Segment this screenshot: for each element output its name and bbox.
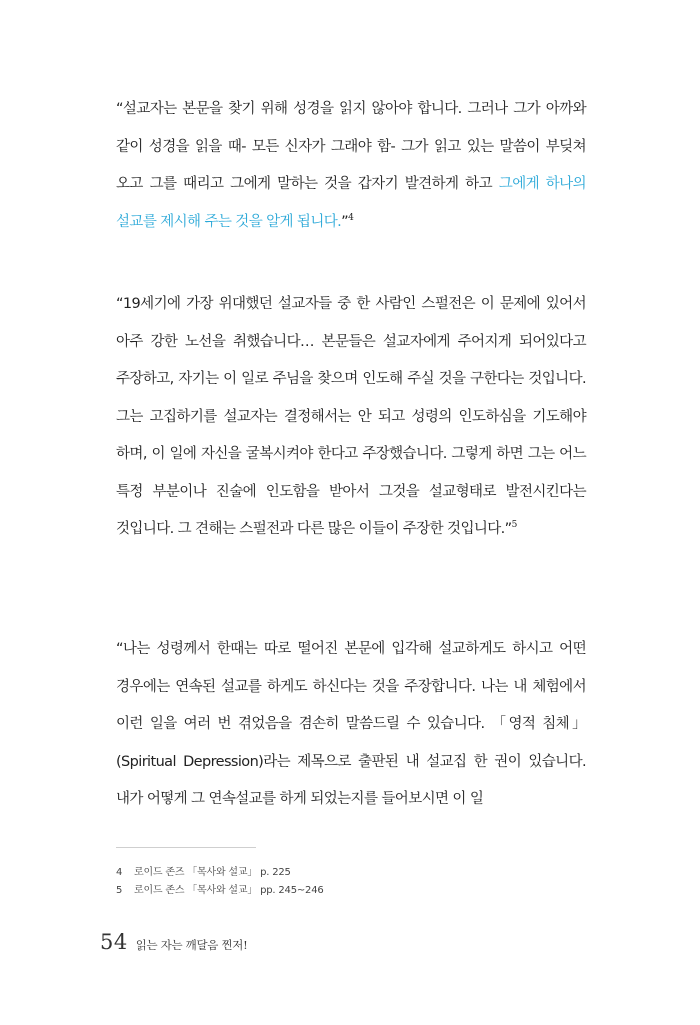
footnote-ref-5: 5 [511,520,518,530]
quote-paragraph-1 [116,91,586,241]
footnote-ref-4: 4 [348,212,354,223]
footnote-number: 4 [116,867,123,878]
running-title: 읽는 자는 깨달음 찐저! [135,938,248,952]
quote-3-text: “나는 성령께서 한때는 따로 떨어진 본문에 입각해 설교하게도 하시고 어떤 경우에는 연속된 설교를 하게도 하신다는 것을 주장합니다. 나는 내 체험에서 이런 일을 여러 번 겪었음을 겸손히 말씀드릴 수 있습니다. 「영적 침체」 (Spiritual Depression)라는 제목으로 출판된 내 설교집 한 권이 있습니다. 내가 어떻게 그 연속설교를 하게 되었는지를 들어보시면 이 일 [116,641,586,807]
quote-1-close: ” [341,213,349,230]
page-number: 54 [100,930,128,954]
quote-paragraph-3 [116,631,586,819]
footnote-divider [116,847,256,848]
footnote-4 [116,866,291,880]
footnote-number: 5 [116,885,123,896]
footnote-text: 로이드 존즈 「목사와 설교」 p. 225 [134,867,291,878]
footnote-5 [116,884,324,898]
quote-1-text: “설교자는 본문을 찾기 위해 성경을 읽지 않아야 합니다. 그러나 그가 아까와 같이 성경을 읽을 때- 모든 신자가 그래야 함- 그가 읽고 있는 말씀이 부딪쳐 오고 그를 때리고 그에게 말하는 것을 갑자기 발견하게 하고 [116,101,586,192]
quote-paragraph-2 [116,286,586,549]
quote-1-highlight: 그에게 하나의 설교를 제시해 주는 것을 알게 됩니다. [116,176,587,230]
quote-2-text: “19세기에 가장 위대했던 설교자들 중 한 사람인 스펄전은 이 문제에 있어서 아주 강한 노선을 취했습니다… 본문들은 설교자에게 주어지게 되어있다고 주장하고, 자기는 이 일로 주님을 찾으며 인도해 주실 것을 구한다는 것입니다. 그는 고집하기를 설교자는 결정해서는 안 되고 성령의 인도하심을 기도해야 하며, 이 일에 자신을 굴복시켜야 한다고 주장했습니다. 그렇게 하면 그는 어느 특정 부분이나 진술에 인도함을 받아서 그것을 설교형태로 발전시킨다는 것입니다. 그 견해는 스펄전과 다른 많은 이들이 주장한 것입니다.” [116,296,586,537]
footnote-text: 로이드 존스 「목사와 설교」 pp. 245~246 [134,885,324,896]
page-footer [100,930,247,954]
